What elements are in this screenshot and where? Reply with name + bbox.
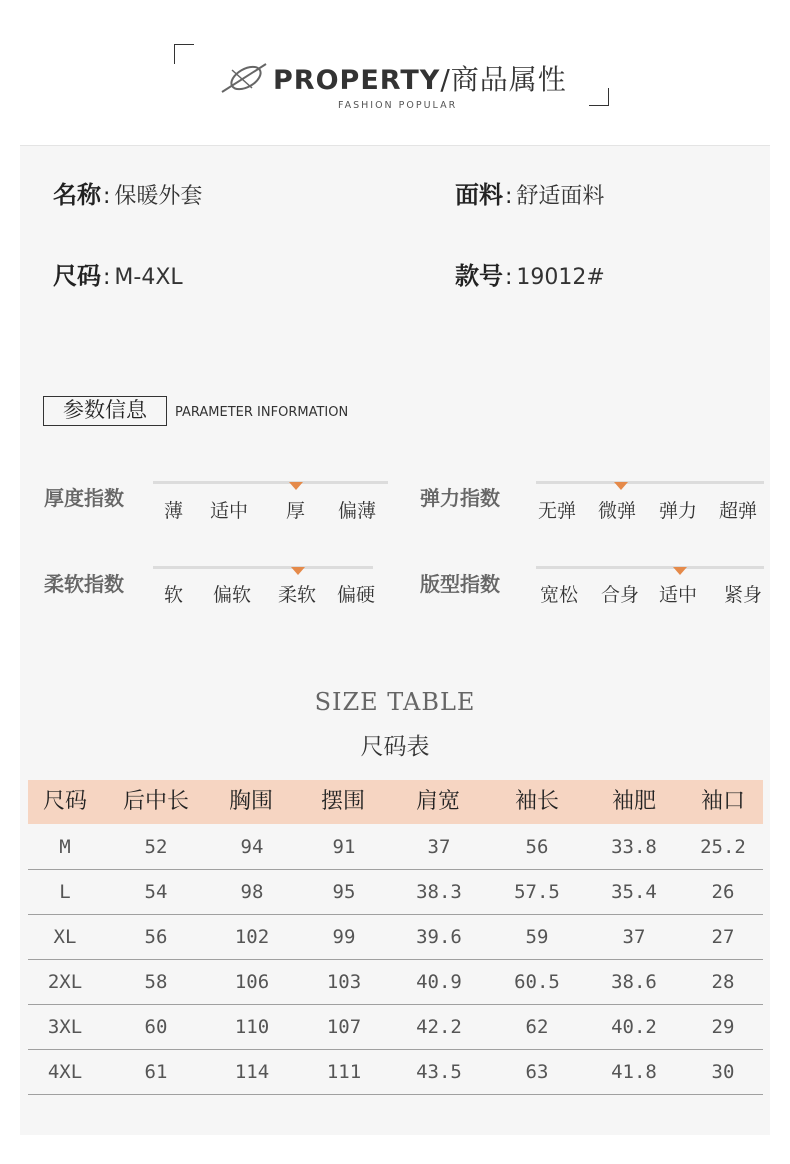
table-cell: 59 xyxy=(525,926,549,948)
table-cell: 94 xyxy=(240,836,264,858)
size-table-title-en: SIZE TABLE xyxy=(314,688,476,716)
table-cell: 43.5 xyxy=(416,1061,462,1083)
scale-option: 偏薄 xyxy=(338,500,377,522)
table-cell: 26 xyxy=(711,881,735,903)
attr-sep: : xyxy=(505,265,513,290)
table-cell: 57.5 xyxy=(514,881,560,903)
table-cell: 103 xyxy=(326,971,362,993)
column-header: 后中长 xyxy=(122,789,189,814)
scale-option: 无弹 xyxy=(538,500,577,522)
table-cell: 62 xyxy=(525,1016,549,1038)
corner-bracket-bottom-right xyxy=(589,88,609,106)
table-cell: 25.2 xyxy=(700,836,746,858)
scale-option: 宽松 xyxy=(540,584,579,606)
table-cell: 3XL xyxy=(47,1016,83,1038)
scale-option: 适中 xyxy=(210,500,249,522)
attr-value: 保暖外套 xyxy=(114,184,203,209)
scale-label-thickness: 厚度指数 xyxy=(44,486,124,510)
table-cell: 37 xyxy=(427,836,451,858)
table-cell: 98 xyxy=(240,881,264,903)
corner-bracket-top-left xyxy=(174,44,194,64)
scale-option: 柔软 xyxy=(278,584,317,606)
table-cell: 95 xyxy=(332,881,356,903)
table-cell: XL xyxy=(53,926,77,948)
scale-marker-icon xyxy=(673,567,687,575)
scale-option: 偏软 xyxy=(213,584,252,606)
table-cell: 33.8 xyxy=(611,836,657,858)
scale-label-softness: 柔软指数 xyxy=(44,572,124,596)
table-cell: 35.4 xyxy=(611,881,657,903)
table-cell: 58 xyxy=(144,971,168,993)
column-header: 肩宽 xyxy=(415,789,460,814)
column-header: 胸围 xyxy=(228,789,273,814)
attr-fabric xyxy=(455,175,604,210)
table-cell: L xyxy=(59,881,71,903)
attr-value: 19012# xyxy=(516,265,605,290)
header-title-sep: / xyxy=(440,63,451,96)
table-cell: 27 xyxy=(711,926,735,948)
header-title-en: PROPERTY xyxy=(273,65,441,96)
table-cell: 30 xyxy=(711,1061,735,1083)
table-cell: 99 xyxy=(332,926,356,948)
scale-track xyxy=(536,481,764,484)
table-cell: 40.2 xyxy=(611,1016,657,1038)
table-cell: 102 xyxy=(234,926,270,948)
attr-name xyxy=(53,175,202,210)
scale-option: 弹力 xyxy=(659,500,698,522)
scale-option: 合身 xyxy=(601,584,640,606)
table-cell: 41.8 xyxy=(611,1061,657,1083)
scale-marker-icon xyxy=(289,482,303,490)
column-header: 摆围 xyxy=(320,789,365,814)
table-cell: 61 xyxy=(144,1061,168,1083)
scale-option: 超弹 xyxy=(719,500,758,522)
scale-marker-icon xyxy=(614,482,628,490)
table-row-divider xyxy=(28,1094,763,1095)
crossed-leaf-logo-icon xyxy=(218,60,270,96)
table-cell: 38.6 xyxy=(611,971,657,993)
table-cell: 111 xyxy=(326,1061,362,1083)
table-cell: 60 xyxy=(144,1016,168,1038)
attr-sep: : xyxy=(103,184,111,209)
column-header: 尺码 xyxy=(42,789,87,814)
attr-size xyxy=(53,256,183,291)
table-cell: 110 xyxy=(234,1016,270,1038)
attr-style-no xyxy=(455,256,605,291)
size-table-header xyxy=(28,780,763,824)
table-cell: 42.2 xyxy=(416,1016,462,1038)
table-cell: 28 xyxy=(711,971,735,993)
scale-option: 偏硬 xyxy=(337,584,376,606)
table-cell: 91 xyxy=(332,836,356,858)
parameter-label-en: PARAMETER INFORMATION xyxy=(175,405,349,420)
scale-option: 厚 xyxy=(286,500,306,522)
size-table-title-cn: 尺码表 xyxy=(360,734,430,760)
table-cell: M xyxy=(59,836,71,858)
table-cell: 107 xyxy=(326,1016,362,1038)
table-cell: 40.9 xyxy=(416,971,462,993)
attr-sep: : xyxy=(505,184,513,209)
scale-option: 紧身 xyxy=(724,584,763,606)
table-cell: 114 xyxy=(234,1061,270,1083)
header-title-cn: 商品属性 xyxy=(450,63,567,96)
attr-value: 舒适面料 xyxy=(516,184,605,209)
table-cell: 39.6 xyxy=(416,926,462,948)
table-cell: 37 xyxy=(622,926,646,948)
table-cell: 54 xyxy=(144,881,168,903)
scale-option: 微弹 xyxy=(598,500,637,522)
scale-label-elasticity: 弹力指数 xyxy=(420,486,500,510)
attr-value: M-4XL xyxy=(114,265,183,290)
table-cell: 56 xyxy=(525,836,549,858)
attr-key: 款号 xyxy=(455,262,503,290)
table-cell: 60.5 xyxy=(514,971,560,993)
table-cell: 106 xyxy=(234,971,270,993)
scale-marker-icon xyxy=(291,567,305,575)
attr-sep: : xyxy=(103,265,111,290)
attr-key: 面料 xyxy=(455,181,503,209)
table-cell: 63 xyxy=(525,1061,549,1083)
scale-option: 软 xyxy=(164,584,184,606)
table-cell: 2XL xyxy=(47,971,83,993)
page-header xyxy=(0,0,790,145)
table-cell: 56 xyxy=(144,926,168,948)
table-cell: 4XL xyxy=(47,1061,83,1083)
table-cell: 38.3 xyxy=(416,881,462,903)
scale-label-fit: 版型指数 xyxy=(420,572,500,596)
scale-option: 薄 xyxy=(164,500,184,522)
scale-track xyxy=(153,566,373,569)
header-subtitle: FASHION POPULAR xyxy=(338,100,458,111)
column-header: 袖口 xyxy=(700,789,745,814)
column-header: 袖长 xyxy=(514,789,559,814)
table-cell: 29 xyxy=(711,1016,735,1038)
scale-option: 适中 xyxy=(659,584,698,606)
attr-key: 尺码 xyxy=(53,262,101,290)
attr-key: 名称 xyxy=(53,181,101,209)
column-header: 袖肥 xyxy=(611,789,656,814)
header-title xyxy=(273,58,567,98)
table-cell: 52 xyxy=(144,836,168,858)
parameter-label-box: 参数信息 xyxy=(43,396,167,426)
scale-track xyxy=(536,566,764,569)
scale-track xyxy=(153,481,388,484)
